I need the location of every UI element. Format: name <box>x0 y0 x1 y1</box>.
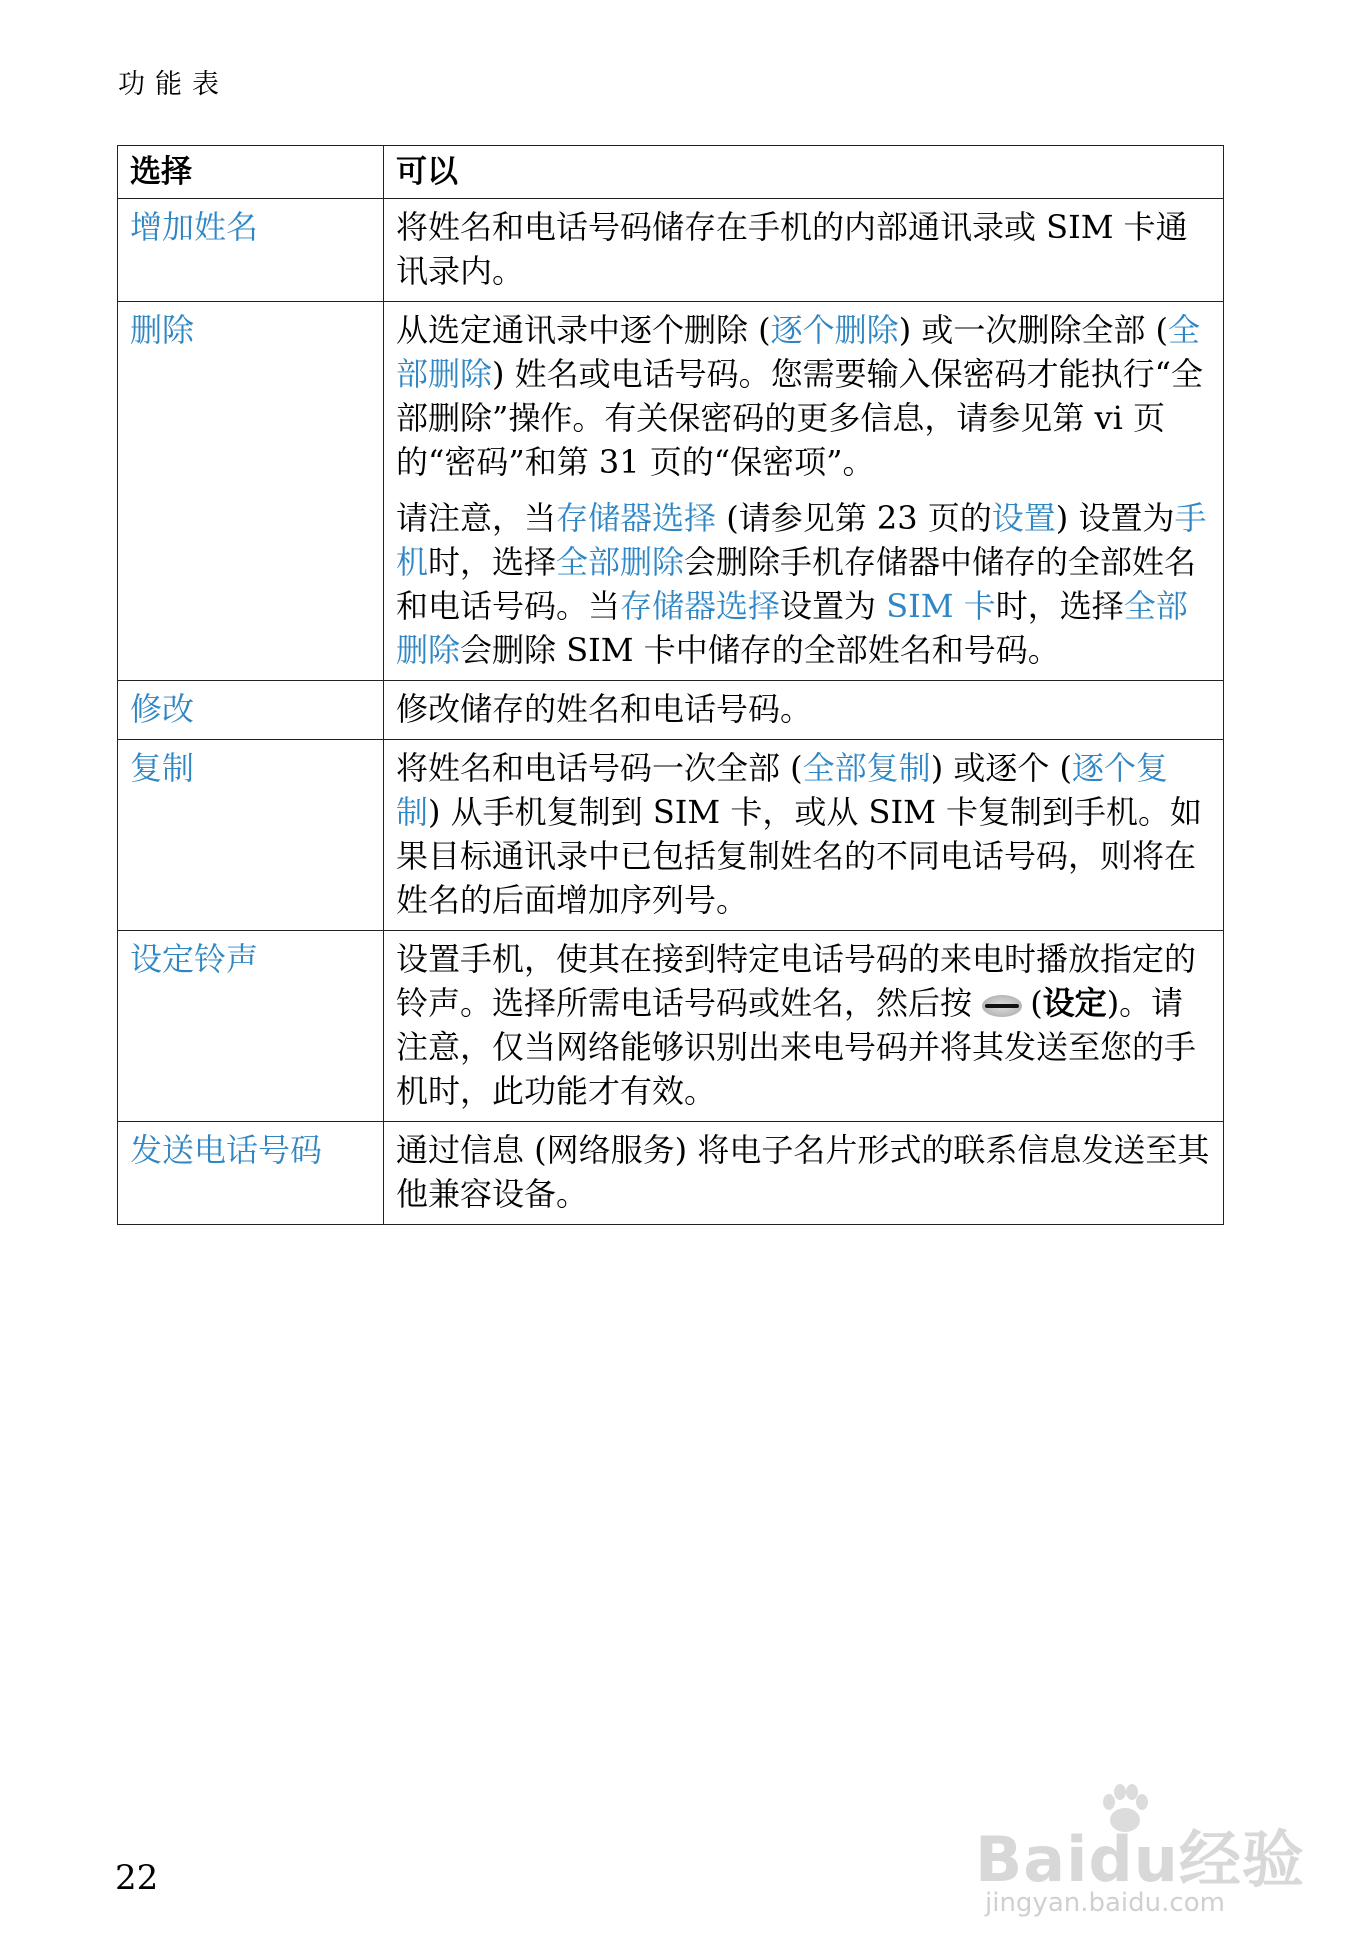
option-name: 删除 <box>130 311 195 349</box>
description-text: 将姓名和电话号码一次全部 ( <box>396 749 803 787</box>
menu-option-reference: 逐个删除 <box>770 311 899 349</box>
table-body <box>118 199 1224 1225</box>
option-cell <box>118 302 384 681</box>
option-name: 增加姓名 <box>130 208 259 246</box>
option-name: 设定铃声 <box>130 940 259 978</box>
option-cell <box>118 199 384 302</box>
table-row <box>118 681 1224 740</box>
watermark-brand: Baidu经验 <box>975 1823 1305 1896</box>
description-cell <box>384 1122 1224 1225</box>
description-paragraph <box>396 687 1211 731</box>
header-description: 可以 <box>384 146 1224 199</box>
description-cell <box>384 681 1224 740</box>
description-text: 修改储存的姓名和电话号码。 <box>396 690 813 728</box>
watermark-url: jingyan.baidu.com <box>985 1888 1225 1918</box>
description-paragraph <box>396 308 1211 484</box>
option-name: 发送电话号码 <box>130 1131 323 1169</box>
menu-option-reference: 全部删除 <box>556 543 685 581</box>
option-cell <box>118 681 384 740</box>
description-paragraph <box>396 937 1211 1113</box>
description-cell <box>384 199 1224 302</box>
description-cell <box>384 740 1224 931</box>
description-text: (请参见第 23 页的 <box>716 499 992 537</box>
table-row <box>118 302 1224 681</box>
menu-option-reference: 全部复制 <box>802 749 931 787</box>
softkey-label: 设定 <box>1042 984 1107 1022</box>
description-text: 将姓名和电话号码储存在手机的内部通讯录或 SIM 卡通讯录内。 <box>396 208 1188 290</box>
description-text: 会删除 SIM 卡中储存的全部姓名和号码。 <box>460 631 1060 669</box>
description-paragraph <box>396 1128 1211 1216</box>
menu-option-reference: SIM 卡 <box>886 587 996 625</box>
description-paragraph <box>396 746 1211 922</box>
description-text: 时，选择 <box>428 543 557 581</box>
softkey-icon <box>982 995 1022 1017</box>
description-cell <box>384 931 1224 1122</box>
option-cell <box>118 740 384 931</box>
menu-option-reference: 手机 <box>396 499 1207 581</box>
description-text: ( <box>1030 984 1043 1022</box>
menu-option-reference: 存储器选择 <box>556 499 717 537</box>
description-text: 时，选择 <box>995 587 1124 625</box>
table-row <box>118 931 1224 1122</box>
table-row <box>118 740 1224 931</box>
menu-option-reference: 逐个复制 <box>396 749 1169 831</box>
feature-table <box>117 145 1224 1225</box>
header-option: 选择 <box>118 146 384 199</box>
option-name: 复制 <box>130 749 195 787</box>
menu-option-reference: 存储器选择 <box>620 587 781 625</box>
description-text: )。请注意，仅当网络能够识别出来电号码并将其发送至您的手机时，此功能才有效。 <box>396 984 1197 1110</box>
description-cell <box>384 302 1224 681</box>
description-paragraph <box>396 496 1211 672</box>
description-text: ) 姓名或电话号码。您需要输入保密码才能执行“全部删除”操作。有关保密码的更多信息，请参见第 vi 页的“密码”和第 31 页的“保密项”。 <box>396 355 1204 481</box>
option-cell <box>118 1122 384 1225</box>
description-text: ) 或一次删除全部 ( <box>898 311 1169 349</box>
menu-option-reference: 全部删除 <box>396 587 1188 669</box>
table-header-row <box>118 146 1224 199</box>
option-cell <box>118 931 384 1122</box>
description-text: ) 或逐个 ( <box>930 749 1073 787</box>
description-text: 请注意，当 <box>396 499 557 537</box>
watermark <box>975 1780 1305 1920</box>
description-paragraph <box>396 205 1211 293</box>
description-text: 设置手机，使其在接到特定电话号码的来电时播放指定的铃声。选择所需电话号码或姓名，然后按 <box>396 940 1197 1022</box>
description-text: ) 设置为 <box>1055 499 1175 537</box>
table-row <box>118 1122 1224 1225</box>
menu-option-reference: 全部删除 <box>396 311 1201 393</box>
description-text: 从选定通讯录中逐个删除 ( <box>396 311 771 349</box>
section-title: 功能表 <box>118 69 229 100</box>
menu-option-reference: 设置 <box>991 499 1056 537</box>
table-row <box>118 199 1224 302</box>
description-text: 会删除手机存储器中储存的全部姓名和电话号码。当 <box>396 543 1197 625</box>
option-name: 修改 <box>130 690 195 728</box>
page-number: 22 <box>115 1858 159 1898</box>
description-text: ) 从手机复制到 SIM 卡，或从 SIM 卡复制到手机。如果目标通讯录中已包括复制姓名的不同电话号码，则将在姓名的后面增加序列号。 <box>396 793 1203 919</box>
description-text: 通过信息 (网络服务) 将电子名片形式的联系信息发送至其他兼容设备。 <box>396 1131 1210 1213</box>
description-text: 设置为 <box>780 587 887 625</box>
